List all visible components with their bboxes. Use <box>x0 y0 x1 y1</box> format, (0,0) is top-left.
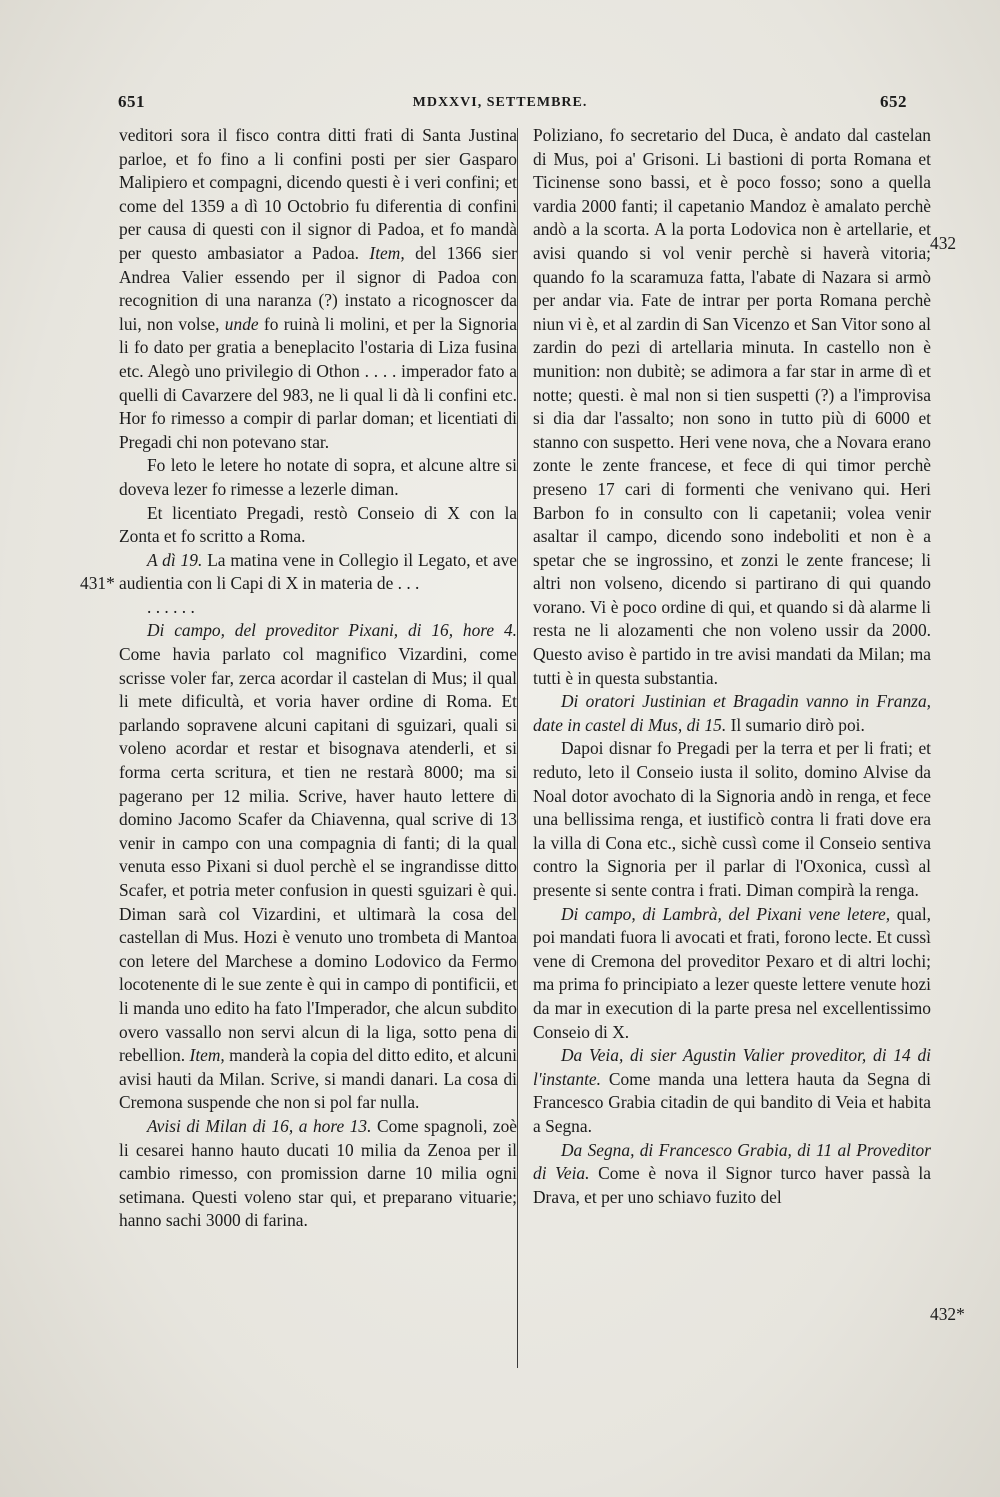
dispatch-heading: Da Veia, di sier Agustin Valier proveditor, di 14 di l'instante. <box>533 1045 931 1089</box>
paragraph <box>119 124 517 454</box>
text-run: Come havia parlato col magnifico Vizardini, come scrisse voler far, zerca acordar il castelan di Mus; il qual li mete dificultà, et voria haver ordine di Roma. Et parlando sopravene alcuni capitani di sguizari, quali si voleno acordar et restar et bisognava atenderli, et si forma certa scritura, et tien ne restarà 8000; ma si pagerano per 12 milia. Scrive, haver hauto lettere di domino Jacomo Scafer da Chiavenna, qual scrive di 13 venir in campo con una compagnia di fanti; di la qual venuta esso Pixani si duol perchè el se ingrandisse ditto Scafer, et potria meter confusion in questi sguizari è qui. Diman sarà col Vizardini, et ultimarà la cosa del castellan di Mus. Hozi è venuto uno trombeta di Mantoa con letere del Marchese a domino Lodovico da Fermo locotenente di le sue zente è qui in campo di pontificii, et li manda uno edito ha fato l'Imperador, che alcun subdito overo vassallo non servi alcun di la liga, sotto pena di rebellion. <box>119 644 517 1066</box>
right-column <box>533 124 931 1209</box>
paragraph <box>533 1139 931 1210</box>
paragraph: Dapoi disnar fo Pregadi per la terra et per li frati; et reduto, leto il Conseio iusta il solito, domino Alvise da Noal dotor avochato di la Signoria andò in renga, et fece una bellissima renga, et iustificò contra li frati dove era la villa di Cona etc., sichè cussì come il Conseio sentiva contro la Signoria per il parlar di l'Oxonica, cussì al presente si sente contra i frati. Diman compirà la renga. <box>533 738 931 900</box>
text-run: Come è nova il Signor turco haver passà la Drava, et per uno schiavo fuzito del <box>533 1163 931 1207</box>
paragraph: Poliziano, fo secretario del Duca, è andato dal castelan di Mus, poi a' Grisoni. Li bastioni di porta Romana et Ticinense sono bassi, et è poco fosso; sono a quella vardia 2000 fanti; il capetanio Mandoz è amalato perchè andò a la scorta. A la porta Lodovica non è artellarie, et avisi quando si vol venir perchè si haverà vitoria; quando fo la scaramuza fatta, l'abate di Nazara si armò per andar via. Fate de intrar per porta Romana perchè niun vi è, et al zardin di San Vicenzo et San Vitor sono al zardin do pezi di artellaria minuta. In castello non è munition: non dubitè; se adimora a far star in arme dì et notte; questi. è mal non si tien suspetti (?) a l'improvisa si dia dar l'assalto; non sono in tutto più di 6000 et stanno con suspetto. Heri vene nova, che a Novara erano zonte le zente francese, et fece di qui timor perchè preseno 17 cari di formenti che venivano qui. Heri Barbon fo in consulto con li capetanii; volea venir asaltar il campo, dicendo sono indeboliti et non è a spetar che se ingrossino, et zonzi le zente francese; li altri non volseno, dicendo si partirano di qui quando vorano. Vi è poco ordine di qui, et quando si dà alarme li resta ne li alozamenti che non voleno ussir da 2000. Questo aviso è partido in tre avisi mandati da Milan; ma tutti è in questa substantia. <box>533 125 931 688</box>
dispatch-heading: Di campo, di Lambrà, del Pixani vene letere, <box>561 903 891 924</box>
text-run: Il sumario dirò poi. <box>730 714 865 735</box>
italic-run: Item, <box>369 242 405 263</box>
paragraph <box>533 1044 931 1138</box>
italic-run: Item, <box>189 1045 225 1066</box>
text-run: Come spagnoli, zoè li cesarei hanno hauto ducati 10 milia da Zenoa per il cambio rimesso, con promission darne 10 milia ogni setimana. Questi voleno star qui, et preparano vituarie; hanno sachi 3000 di farina. <box>119 1115 517 1231</box>
dispatch-heading: Di campo, del proveditor Pixani, di 16, hore 4. <box>147 620 517 641</box>
text-run: qual, poi mandati fuora li avocati et frati, forono lecte. Et cussì vene di Cremona del proveditor Pexaro et di altri lochi; ma prima fo principiato a lezer queste lettere venute hozi da mar in execution di la parte presa nel excellentissimo Conseio di X. <box>533 903 931 1042</box>
text-run: La matina vene in Collegio il Legato, et ave audientia con li Capi di X in materia de . . . <box>119 549 517 594</box>
dispatch-heading: Avisi di Milan di 16, a hore 13. <box>147 1115 372 1136</box>
paragraph: Fo leto le letere ho notate di sopra, et alcune altre si doveva lezer fo rimesse a lezerle diman. <box>119 455 517 499</box>
paragraph <box>119 549 517 596</box>
text-run: fo ruinà li molini, et per la Signoria li fo dato per gratia a beneplacito l'ostaria di Liza fusina etc. Alegò uno privilegio di Othon . . . . imperador fato a quelli di Cavarzere del 983, ne li qual li dà li confini etc. Hor fo rimesso a compir di parlar doman; et licentiati di Pregadi chi non potevano star. <box>119 313 517 452</box>
margin-number-432: 432 <box>930 233 957 253</box>
ellipsis-line: . . . . . . <box>147 596 195 617</box>
paragraph <box>533 903 931 1045</box>
paragraph <box>119 619 517 1114</box>
running-title: MDXXVI, SETTEMBRE. <box>412 95 588 110</box>
text-run: Come manda una lettera hauta da Segna di Francesco Grabia citadin de qui bandito di Veia et habita a Segna. <box>533 1068 931 1136</box>
dispatch-heading: Da Segna, di Francesco Grabia, di 11 al Proveditor di Veia. <box>533 1139 931 1184</box>
paragraph <box>533 690 931 737</box>
text-run: veditori sora il fisco contra ditti frati di Santa Justina parloe, et fo fino a li confini posti per sier Gasparo Malipiero et compagni, dicendo questi è i veri confini; et come del 1359 a dì 10 Octobrio fu diferentia di confini per causa di questi con il signor di Padoa, et fo mandà per questo ambasiator a Padoa. <box>119 125 517 263</box>
italic-run: unde <box>224 313 259 334</box>
paragraph <box>119 1115 517 1233</box>
margin-number-432-star: 432* <box>930 1304 965 1324</box>
column-divider <box>517 128 518 1368</box>
margin-number-431: 431* <box>80 573 115 593</box>
paragraph: Et licentiato Pregadi, restò Conseio di X con la Zonta et fo scritto a Roma. <box>119 502 517 547</box>
page-number-right: 652 <box>880 92 907 111</box>
left-column <box>119 124 517 1233</box>
date-heading: A dì 19. <box>147 549 203 570</box>
text-run: manderà la copia del ditto edito, et alcuni avisi hauti da Milan. Scrive, si mandi danari. La cosa di Cremona suspende che non si pol far nulla. <box>119 1045 517 1113</box>
text-run: del 1366 sier Andrea Valier essendo per il signor di Padoa con recognition di una naranza (?) instato a ricognoscer da lui, non volse, <box>119 242 517 334</box>
dispatch-heading: Di oratori Justinian et Bragadin vanno in Franza, date in castel di Mus, di 15. <box>533 691 931 735</box>
page-number-left: 651 <box>118 92 145 111</box>
